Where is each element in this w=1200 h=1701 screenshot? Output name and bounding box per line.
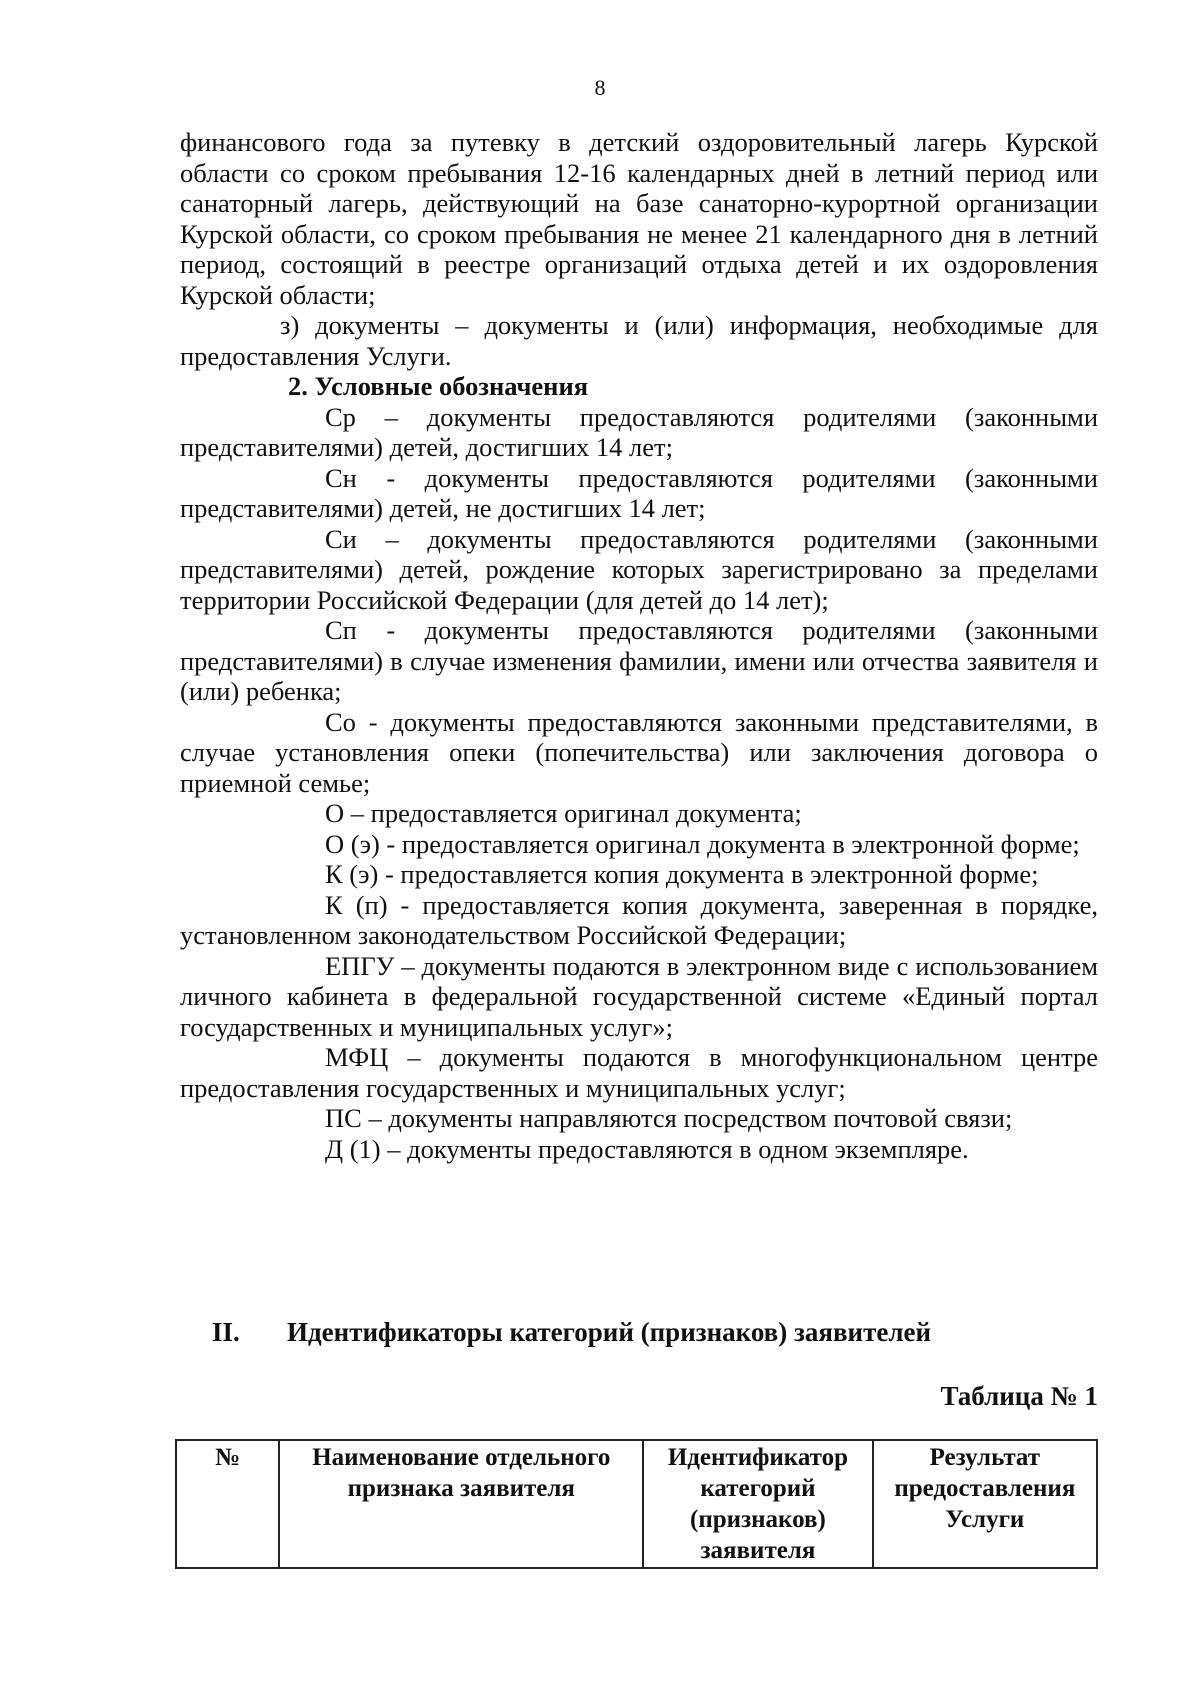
table-caption: Таблица № 1 (940, 1381, 1098, 1411)
body-text (180, 127, 1098, 1164)
header-number: № (176, 1440, 279, 1568)
section-heading (212, 1317, 931, 1347)
section-number: II. (212, 1317, 240, 1347)
legend-co: Со - документы предоставляются законными представителями, в случае установления опеки (попечительства) или заключения договора о приемной семье; (180, 706, 1098, 798)
legend-ps: ПС – документы направляются посредством почтовой связи; (325, 1103, 1013, 1133)
paragraph-definition-documents: з) документы – документы и (или) информация, необходимые для предоставления Услуги. (180, 310, 1098, 371)
paragraph-continuation: финансового года за путевку в детский оздоровительный лагерь Курской области со сроком пребывания 12-16 календарных дней в летний период или санаторный лагерь, действующий на базе санаторно-курортной организации Курской области, со сроком пребывания не менее 21 календарного дня в летний период, состоящий в реестре организаций отдыха детей и их оздоровления Курской области; (180, 127, 1098, 310)
header-service-result: Результат предоставления Услуги (873, 1440, 1097, 1568)
legend-cp: Ср – документы предоставляются родителями (законными представителями) детей, достигших 14 лет; (180, 401, 1098, 462)
legend-kp: К (п) - предоставляется копия документа, заверенная в порядке, установленном законодательством Российской Федерации; (180, 889, 1098, 950)
legend-ci: Си – документы предоставляются родителями (законными представителями) детей, рождение которых зарегистрировано за пределами территории Российской Федерации (для детей до 14 лет); (180, 523, 1098, 615)
legend-cpp: Сп - документы предоставляются родителями (законными представителями) в случае изменения фамилии, имени или отчества заявителя и (или) ребенка; (180, 615, 1098, 706)
legend-epgu: ЕПГУ – документы подаются в электронном виде с использованием личного кабинета в федеральной государственной системе «Единый портал государственных и муниципальных услуг»; (180, 950, 1098, 1042)
header-category-id: Идентификатор категорий (признаков) заявителя (643, 1440, 872, 1568)
subsection-heading: 2. Условные обозначения (288, 371, 589, 401)
legend-o: О – предоставляется оригинал документа; (325, 798, 802, 828)
legend-oe: О (э) - предоставляется оригинал документа в электронной форме; (325, 828, 1080, 859)
identifiers-table (175, 1439, 1098, 1569)
header-feature-name: Наименование отдельного признака заявителя (279, 1440, 643, 1568)
section-title: Идентификаторы категорий (признаков) заявителей (287, 1317, 932, 1347)
legend-d1: Д (1) – документы предоставляются в одном экземпляре. (325, 1133, 969, 1164)
page-number: 8 (594, 75, 606, 100)
legend-cn: Сн - документы предоставляются родителями (законными представителями) детей, не достигших 14 лет; (180, 462, 1098, 523)
table-header-row (176, 1440, 1097, 1568)
legend-ke: К (э) - предоставляется копия документа в электронной форме; (325, 859, 1039, 889)
legend-mfc: МФЦ – документы подаются в многофункциональном центре предоставления государственных и муниципальных услуг; (180, 1042, 1098, 1103)
